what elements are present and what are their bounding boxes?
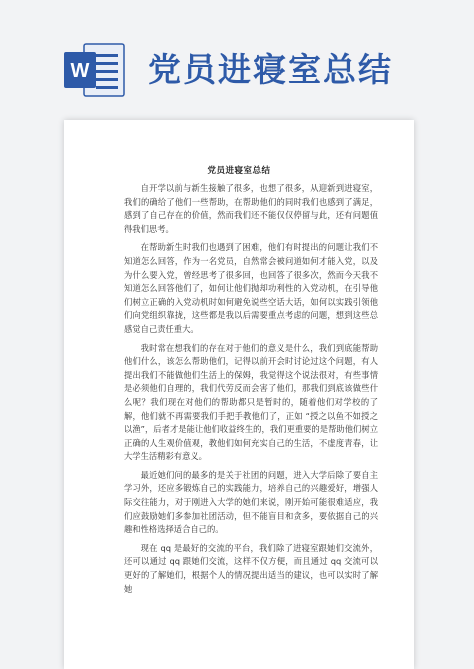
- document-body: [124, 182, 378, 601]
- header-banner: [0, 0, 474, 118]
- paragraph: 最近她们问的最多的是关于社团的问题，进入大学后除了要自主学习外，还应多锻炼自己的实践能力，培养自己的兴趣爱好，增强人际交往能力，对于刚进入大学的她们来说，刚开始可能很难适应，我们应鼓励她们多参加社团活动，但不能盲目和贪多，要依据自己的兴趣和性格选择适合自己的。: [124, 469, 378, 535]
- paragraph: 自开学以前与新生接触了很多，也想了很多，从迎新到进寝室，我们的确给了他们一些帮助，在帮助他们的同时我们也感到了满足，感到了自己存在的价值，然而我们还不能仅仅停留与此，还有问题值得我们思考。: [124, 183, 378, 234]
- paragraph: 在帮助新生时我们也遇到了困难，他们有时提出的问题让我们不知道怎么回答，作为一名党员，自然常会被问道如何才能入党，以及为什么要入党，曾经思考了很多回，也回答了很多次，然而今天我不知道怎么回答他们了，如何让他们抛却功利性的入党动机，在引导他们树立正确的入党动机时如何避免说些空话大话，如何以实践引领他们向党组织靠拢，这些都是我以后需要重点考虑的问题，想到这些总感觉自己责任重大。: [124, 242, 378, 334]
- paragraph: 现在 qq 是最好的交流的平台，我们除了进寝室跟她们交流外，还可以通过 qq 跟她们交流，这样不仅方便，而且通过 qq 交流可以更好的了解她们，根据个人的情况提出适当的建议，也可以实时了解她: [124, 542, 378, 594]
- word-document-icon: [62, 40, 126, 100]
- paragraph: 我时常在想我们的存在对于他们的意义是什么，我们到底能帮助他们什么，该怎么帮助他们，记得以前开会时讨论过这个问题，有人提出我们不能做他们生活上的保姆，我觉得这个说法很对，有些事情是必须他们自理的，我们代劳反而会害了他们，那我们到底该做些什么呢？我们现在对他们的帮助都只是暂时的，随着他们对学校的了解，他们就不再需要我们手把手教他们了，正如 “授之以鱼不如授之以渔”，后者才是能让他们收益终生的，我们更重要的是帮助他们树立正确的人生观价值观，教他们如何充实自己的生活，不虚度青春，让大学生活精彩有意义。: [124, 342, 378, 462]
- document-title: 党员进寝室总结: [207, 166, 271, 176]
- svg-text:W: W: [70, 60, 90, 82]
- header-title: 党员进寝室总结: [148, 50, 393, 89]
- document-page[interactable]: [64, 120, 414, 669]
